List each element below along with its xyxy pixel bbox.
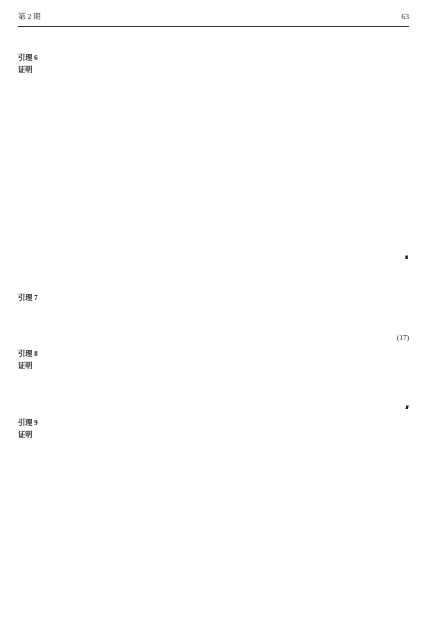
paragraph [18,264,409,274]
header-rule [18,26,409,27]
equation-number: (17) [397,334,409,342]
equation [18,105,409,115]
proof-block [18,361,409,371]
equation [18,37,409,47]
equation [18,158,409,168]
equation [18,78,409,88]
equation [18,211,409,221]
paragraph-with-qed [18,252,409,262]
equation [18,388,409,398]
lemma-6 [18,53,409,63]
equation [18,238,409,248]
lemma-label: 引理 7 [18,294,38,302]
issue-number: 第 2 期 [18,12,41,21]
equation [18,374,409,384]
lemma-label: 引理 6 [18,54,38,62]
qed-symbol: ∎ [404,403,409,411]
main-content [18,34,409,633]
proof-label: 证明 [18,66,33,74]
paragraph [18,92,409,102]
lemma-7 [18,293,409,303]
lemma-label: 引理 8 [18,350,38,358]
lemma-9 [18,418,409,428]
equation-with-qed [18,402,409,412]
page-number: 63 [401,12,409,21]
paragraph [18,225,409,235]
equation [18,306,409,316]
paragraph [18,198,409,208]
equation [18,172,409,182]
proof-label: 证明 [18,362,33,370]
equation [18,277,409,287]
proof-block [18,65,409,75]
proof-label: 证明 [18,431,33,439]
paragraph [18,186,409,196]
lemma-8 [18,349,409,359]
lemma-label: 引理 9 [18,419,38,427]
paragraph [18,320,409,330]
paragraph [18,145,409,155]
proof-block [18,430,409,440]
running-header [18,12,409,24]
qed-symbol: ∎ [404,253,409,261]
paragraph [18,133,409,143]
equation [18,119,409,129]
equation-17 [18,333,409,343]
